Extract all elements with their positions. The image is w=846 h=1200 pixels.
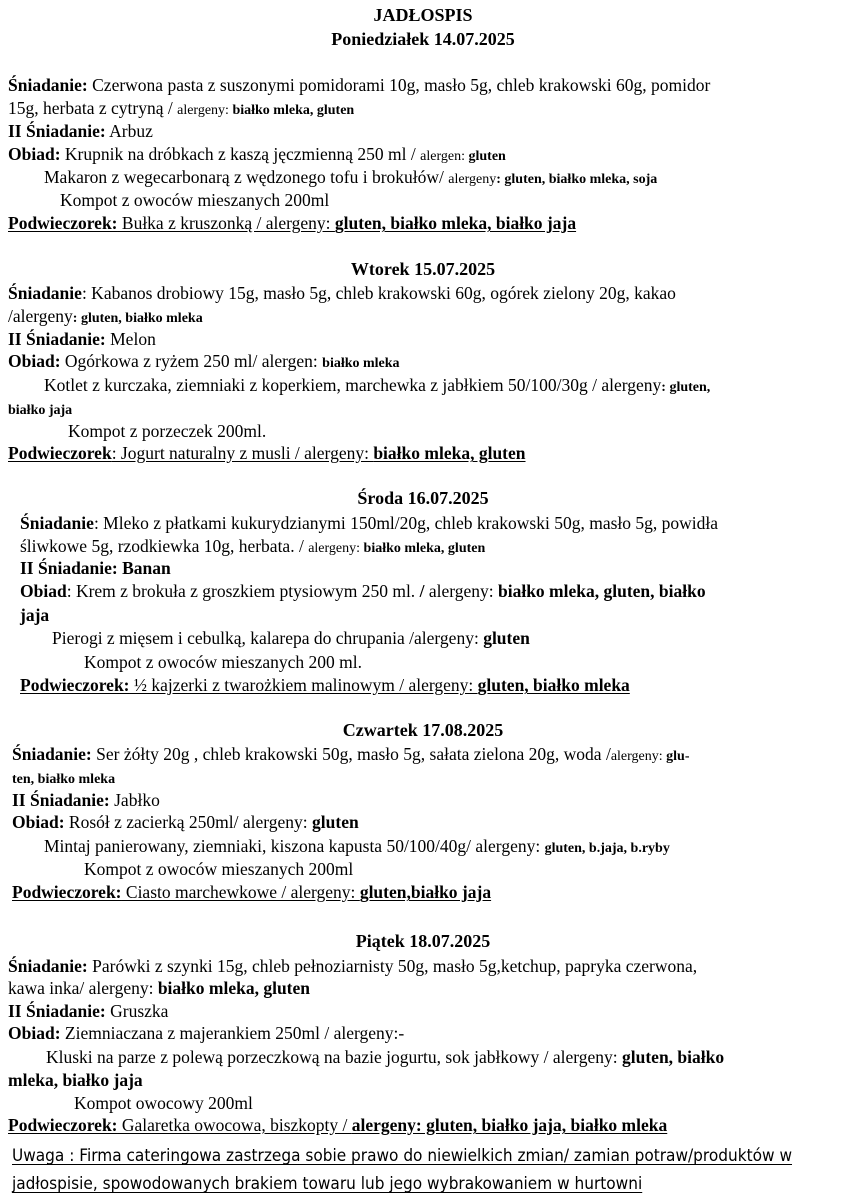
breakfast-label: Śniadanie: — [8, 956, 88, 976]
meal-text: Bułka z kruszonką / alergeny: — [117, 213, 335, 233]
meal-text: Arbuz — [105, 121, 153, 141]
disclaimer-line-1: Uwaga : Firma cateringowa zastrzega sobie prawo do niewielkich zmian/ zamian potraw/produktów w — [12, 1146, 793, 1165]
allergens: białko mleka, gluten, białko — [497, 581, 706, 601]
breakfast-label: Śniadanie — [8, 283, 82, 303]
meal-text: Makaron z wegecarbonarą z wędzonego tofu i brokułów/ — [44, 167, 449, 187]
lunch-label: Obiad: — [8, 144, 61, 164]
tuesday-lunch-dish2 — [44, 374, 710, 399]
monday-lunch — [8, 143, 506, 168]
wednesday-breakfast — [20, 512, 718, 534]
friday-lunch — [8, 1022, 404, 1044]
meal-text: Pierogi z mięsem i cebulką, kalarepa do chrupania /alergeny: — [52, 628, 484, 648]
allergens: gluten, białko mleka, białko jaja — [334, 213, 577, 233]
snack-label: Podwieczorek: — [8, 213, 118, 233]
allergen-label: alergeny: — [177, 103, 233, 118]
wednesday-lunch — [20, 580, 706, 602]
monday-snack — [8, 212, 576, 234]
day-heading-thursday: Czwartek 17.08.2025 — [342, 720, 504, 740]
meal-text: Ciasto marchewkowe / alergeny: — [121, 882, 360, 902]
wednesday-second-breakfast: II Śniadanie: Banan — [20, 558, 171, 578]
meal-text: : Kabanos drobiowy 15g, masło 5g, chleb krakowski 60g, ogórek zielony 20g, kakao — [81, 283, 676, 303]
snack-label: Podwieczorek — [8, 443, 112, 463]
wednesday-kompot: Kompot z owoców mieszanych 200 ml. — [84, 652, 363, 672]
allergens: gluten, białko mleka — [477, 675, 630, 695]
friday-breakfast — [8, 955, 697, 977]
second-breakfast-label: II Śniadanie: — [8, 1001, 106, 1021]
lunch-label: Obiad — [20, 581, 67, 601]
meal-text: Melon — [105, 329, 156, 349]
friday-lunch-dish2-cont: mleka, białko jaja — [8, 1070, 143, 1090]
meal-text: Jabłko — [109, 790, 160, 810]
allergens: białko jaja — [8, 403, 73, 418]
allergen-label: alergeny: — [308, 541, 364, 556]
tuesday-lunch-dish2-cont — [8, 397, 72, 422]
allergens: gluten — [312, 812, 359, 832]
day-heading-tuesday: Wtorek 15.07.2025 — [350, 259, 496, 279]
allergen-label: alergeny — [448, 172, 497, 187]
breakfast-label: Śniadanie: — [8, 75, 88, 95]
second-breakfast-label: II Śniadanie: — [8, 121, 106, 141]
meal-text: Czerwona pasta z suszonymi pomidorami 10g, masło 5g, chleb krakowski 60g, pomidor — [87, 75, 711, 95]
monday-kompot: Kompot z owoców mieszanych 200ml — [60, 190, 330, 210]
monday-breakfast — [8, 74, 710, 96]
monday-breakfast-cont — [8, 97, 354, 122]
friday-snack — [8, 1114, 667, 1136]
allergens: białko mleka — [322, 356, 400, 371]
allergens: białko mleka, gluten — [232, 103, 355, 118]
friday-lunch-dish2 — [46, 1046, 724, 1068]
meal-text: 15g, herbata z cytryną / — [8, 98, 178, 118]
thursday-lunch-dish2 — [44, 835, 670, 860]
allergens: gluten,białko jaja — [359, 882, 492, 902]
tuesday-lunch — [8, 350, 400, 375]
second-breakfast-label: II Śniadanie: — [8, 329, 106, 349]
lunch-label: Obiad: — [8, 1023, 61, 1043]
tuesday-snack — [8, 442, 526, 464]
day-heading-wednesday: Środa 16.07.2025 — [357, 488, 489, 508]
friday-kompot: Kompot owocowy 200ml — [74, 1093, 253, 1113]
breakfast-label: Śniadanie: — [12, 744, 92, 764]
friday-second-breakfast — [8, 1000, 168, 1022]
thursday-snack — [12, 881, 491, 903]
allergen-label: alergeny: — [424, 581, 498, 601]
day-heading-monday: Poniedziałek 14.07.2025 — [331, 29, 515, 49]
meal-text: : Krem z brokuła z groszkiem ptysiowym 250 ml. — [66, 581, 420, 601]
tuesday-second-breakfast — [8, 328, 156, 350]
allergens: gluten — [468, 149, 506, 164]
thursday-second-breakfast — [12, 789, 160, 811]
thursday-breakfast-cont — [12, 766, 115, 791]
meal-text: śliwkowe 5g, rzodkiewka 10g, herbata. / — [20, 536, 309, 556]
meal-text: Kotlet z kurczaka, ziemniaki z koperkiem, marchewka z jabłkiem 50/100/30g / alergeny — [44, 375, 662, 395]
friday-breakfast-cont — [8, 977, 310, 999]
snack-label: Podwieczorek: — [20, 675, 130, 695]
allergens: białko mleka, gluten — [157, 978, 311, 998]
monday-lunch-dish2 — [44, 166, 657, 191]
wednesday-lunch-dish2 — [52, 627, 530, 649]
meal-text: Kluski na parze z polewą porzeczkową na bazie jogurtu, sok jabłkowy / alergeny: — [46, 1047, 622, 1067]
wednesday-snack — [20, 674, 630, 696]
allergens: alergeny: gluten, białko jaja, białko mleka — [351, 1115, 668, 1135]
snack-label: Podwieczorek: — [8, 1115, 118, 1135]
meal-text: Parówki z szynki 15g, chleb pełnoziarnisty 50g, masło 5g,ketchup, papryka czerwona, — [87, 956, 698, 976]
slash: / — [419, 581, 425, 601]
meal-text: Rosół z zacierką 250ml/ alergeny: — [64, 812, 313, 832]
allergens: : gluten, białko mleka — [72, 311, 203, 326]
allergen-label: alergen: — [420, 149, 469, 164]
lunch-label: Obiad: — [8, 351, 61, 371]
allergens: białko mleka, gluten — [363, 541, 486, 556]
meal-text: : Mleko z płatkami kukurydzianymi 150ml/20g, chleb krakowski 50g, masło 5g, powidła — [93, 513, 719, 533]
meal-text: Krupnik na dróbkach z kaszą jęczmienną 250 ml / — [60, 144, 421, 164]
allergens: białko mleka, gluten — [373, 443, 526, 463]
meal-text: Ser żółty 20g , chleb krakowski 50g, masło 5g, sałata zielona 20g, woda / — [91, 744, 611, 764]
allergens: gluten — [483, 628, 530, 648]
breakfast-label: Śniadanie — [20, 513, 94, 533]
monday-second-breakfast — [8, 120, 153, 142]
meal-text: : Jogurt naturalny z musli / alergeny: — [111, 443, 374, 463]
tuesday-kompot: Kompot z porzeczek 200ml. — [68, 421, 267, 441]
meal-text: Mintaj panierowany, ziemniaki, kiszona kapusta 50/100/40g/ alergeny: — [44, 836, 545, 856]
meal-text: kawa inka/ alergeny: — [8, 978, 158, 998]
second-breakfast-label: II Śniadanie: — [12, 790, 110, 810]
meal-text: /alergeny — [8, 306, 73, 326]
tuesday-breakfast-cont — [8, 305, 203, 330]
thursday-lunch — [12, 811, 359, 833]
wednesday-lunch-cont: jaja — [20, 605, 50, 625]
allergens: : gluten, białko mleka, soja — [496, 172, 658, 187]
meal-text: Ogórkowa z ryżem 250 ml/ alergen: — [60, 351, 323, 371]
snack-label: Podwieczorek: — [12, 882, 122, 902]
day-heading-friday: Piątek 18.07.2025 — [355, 931, 491, 951]
tuesday-breakfast — [8, 282, 676, 304]
allergens: glu- — [666, 749, 690, 764]
thursday-breakfast — [12, 743, 690, 768]
disclaimer-line-2: jadłospisie, spowodowanych brakiem towaru lub jego wybrakowaniem w hurtowni — [12, 1174, 643, 1193]
meal-text: Ziemniaczana z majerankiem 250ml / alergeny:- — [60, 1023, 405, 1043]
meal-text: Galaretka owocowa, biszkopty / — [117, 1115, 352, 1135]
thursday-kompot: Kompot z owoców mieszanych 200ml — [84, 859, 354, 879]
meal-text: Gruszka — [105, 1001, 169, 1021]
allergens: : gluten, — [661, 380, 711, 395]
allergens: gluten, białko — [622, 1047, 725, 1067]
document-title: JADŁOSPIS — [373, 5, 473, 25]
allergen-label: alergeny: — [610, 749, 667, 764]
allergens: gluten, b.jaja, b.ryby — [544, 841, 670, 856]
lunch-label: Obiad: — [12, 812, 65, 832]
allergens: ten, białko mleka — [12, 772, 116, 787]
meal-text: ½ kajzerki z twarożkiem malinowym / alergeny: — [129, 675, 478, 695]
